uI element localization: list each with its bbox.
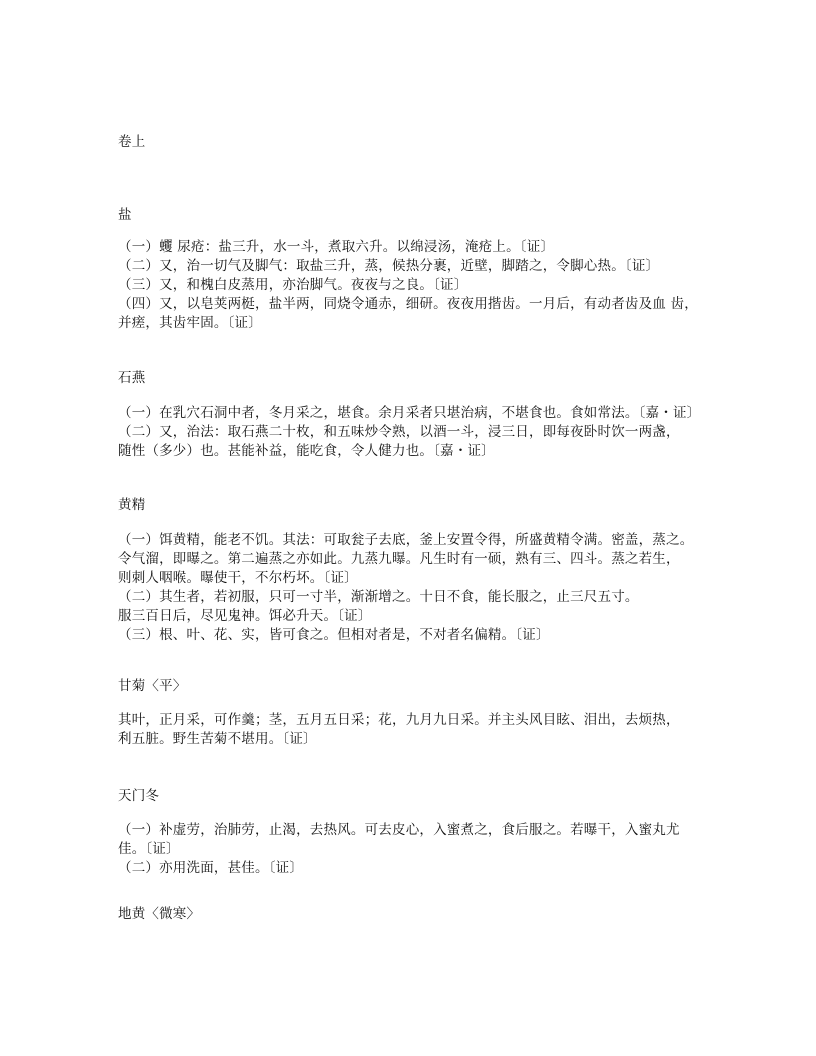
text-line: 并瘥，其齿牢固。〔证〕 [118, 315, 262, 331]
text-line: （四）又，以皂荚两梃，盐半两，同烧令通赤，细研。夜夜用揩齿。一月后，有动者齿及血 齿， [118, 296, 698, 312]
text-line: 佳。〔证〕 [118, 841, 180, 857]
section-title: 盐 [118, 207, 132, 223]
text-line: 则刺人咽喉。曝使干，不尔朽坏。〔证〕 [118, 570, 358, 586]
section-title: 黄精 [118, 497, 146, 513]
text-line: （一）补虚劳，治肺劳，止渴，去热风。可去皮心，入蜜煮之，食后服之。若曝干，入蜜丸尤 [118, 822, 680, 838]
text-line: （三）根、叶、花、实，皆可食之。但相对者是，不对者名偏精。〔证〕 [118, 627, 550, 643]
section-title: 地黄〈微寒〉 [118, 906, 201, 922]
text-line: （三）又，和槐白皮蒸用，亦治脚气。夜夜与之良。〔证〕 [118, 277, 468, 293]
text-line: （二）又，治法：取石燕二十枚，和五味炒令熟，以酒一斗，浸三日，即每夜卧时饮一两盏， [118, 424, 680, 440]
text-line: 利五脏。野生苦菊不堪用。〔证〕 [118, 731, 317, 747]
text-line: 令气溜，即曝之。第二遍蒸之亦如此。九蒸九曝。凡生时有一硕，熟有三、四斗。蒸之若生， [118, 551, 680, 567]
text-line: （二）亦用洗面，甚佳。〔证〕 [118, 860, 304, 876]
section-title: 天门冬 [118, 788, 160, 804]
text-line: （一）蠼 尿疮：盐三升，水一斗，煮取六升。以绵浸汤，淹疮上。〔证〕 [118, 239, 555, 255]
section-title: 石燕 [118, 370, 146, 386]
text-line: 其叶，正月采，可作羹；茎，五月五日采；花，九月九日采。并主头风目眩、泪出，去烦热， [118, 712, 680, 728]
text-line: （二）其生者，若初服，只可一寸半，渐渐增之。十日不食，能长服之，止三尺五寸。 [118, 589, 639, 605]
text-line: （一）在乳穴石洞中者，冬月采之，堪食。余月采者只堪治病，不堪食也。食如常法。〔嘉・证〕 [118, 405, 701, 421]
text-line: （二）又，治一切气及脚气：取盐三升，蒸，候热分裹，近壁，脚踏之，令脚心热。〔证〕 [118, 258, 660, 274]
volume-title: 卷上 [118, 134, 146, 150]
text-line: （一）饵黄精，能老不饥。其法：可取瓮子去底，釜上安置令得，所盛黄精令满。密盖，蒸之。 [118, 532, 694, 548]
section-title: 甘菊〈平〉 [118, 678, 187, 694]
text-line: 服三百日后，尽见鬼神。饵必升天。〔证〕 [118, 608, 372, 624]
text-line: 随性（多少）也。甚能补益，能吃食，令人健力也。〔嘉・证〕 [118, 443, 495, 459]
